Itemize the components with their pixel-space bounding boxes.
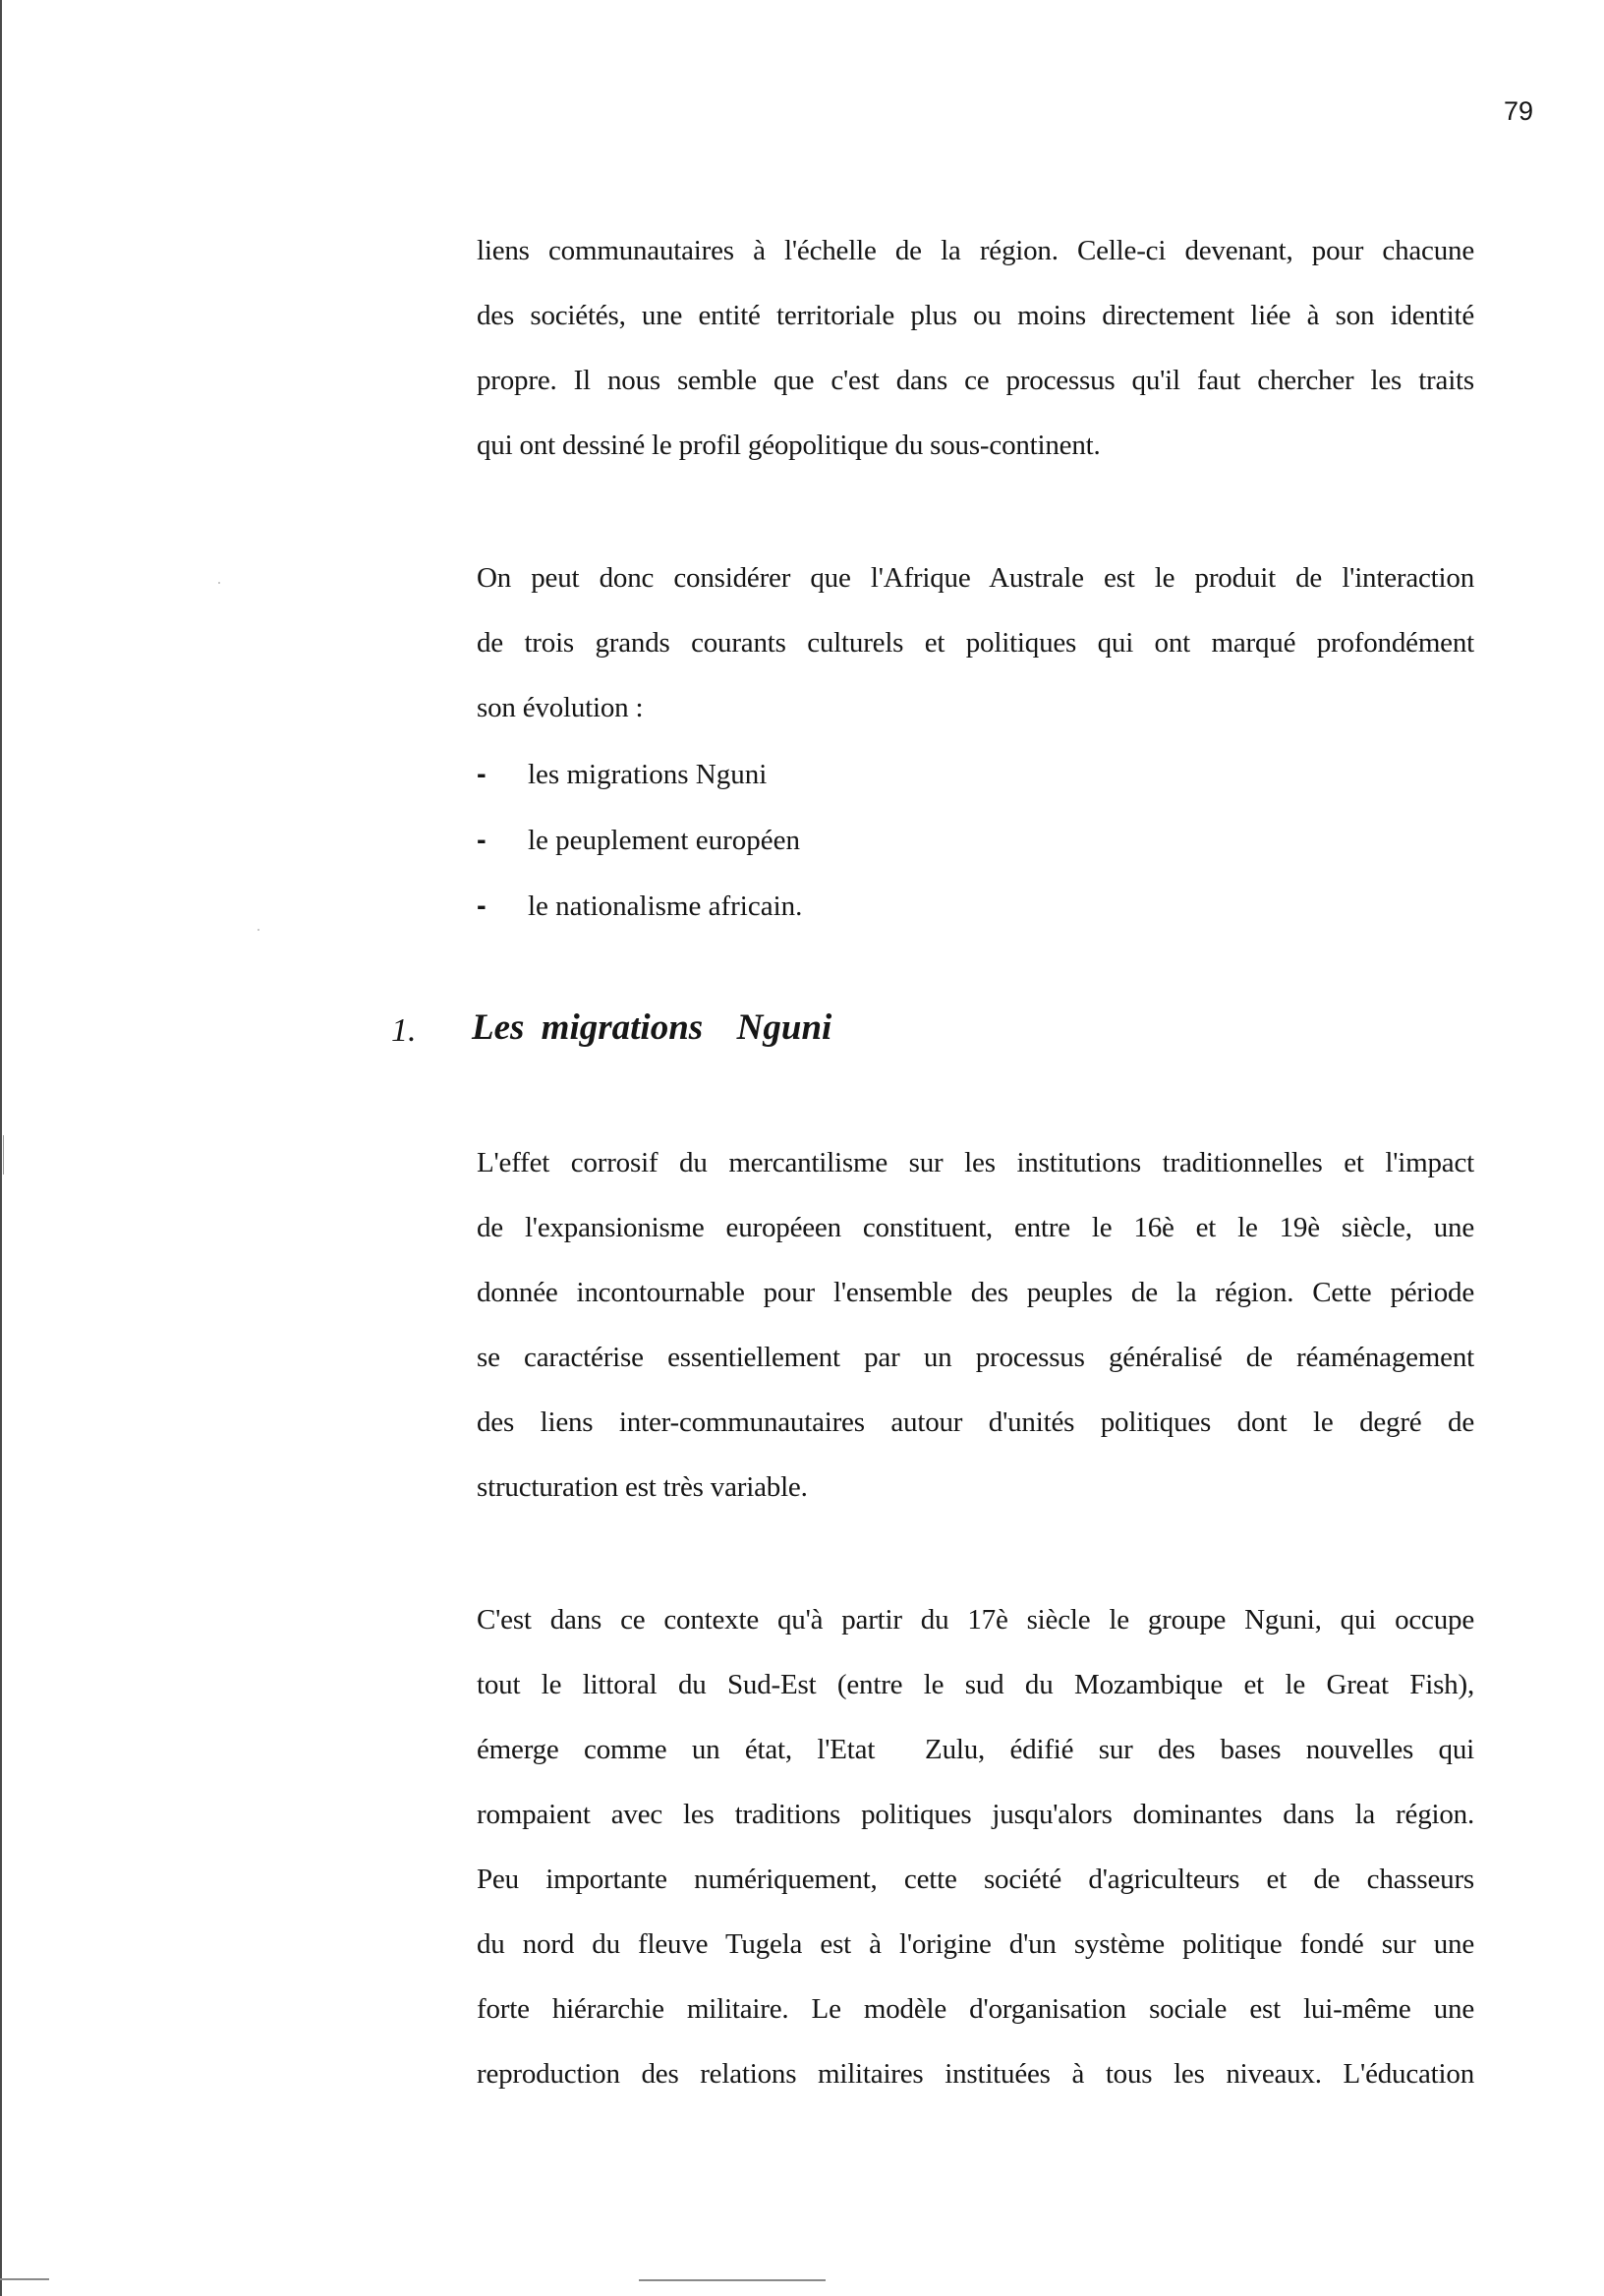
scan-dot — [218, 582, 220, 584]
scan-bottom-rule — [639, 2279, 826, 2281]
bullet-marker: - — [477, 890, 487, 922]
paragraph-2 — [477, 545, 1474, 740]
list-item-text: le nationalisme africain. — [528, 890, 803, 922]
paragraph-line: liens communautaires à l'échelle de la région. Celle-ci devenant, pour chacune — [477, 235, 1474, 266]
paragraph-line: de trois grands courants culturels et politiques qui ont marqué profondément — [477, 627, 1474, 659]
paragraph-line: reproduction des relations militaires instituées à tous les niveaux. L'éducation — [477, 2058, 1474, 2090]
list-item — [477, 742, 802, 808]
bullet-list — [477, 742, 802, 940]
paragraph-line: du nord du fleuve Tugela est à l'origine d'un système politique fondé sur une — [477, 1928, 1474, 1960]
paragraph-line: structuration est très variable. — [477, 1471, 808, 1503]
scan-speck — [3, 1135, 4, 1175]
paragraph-line: tout le littoral du Sud-Est (entre le sud du Mozambique et le Great Fish), — [477, 1669, 1474, 1700]
paragraph-line: propre. Il nous semble que c'est dans ce processus qu'il faut chercher les traits — [477, 365, 1474, 396]
list-item-text: le peuplement européen — [528, 825, 800, 856]
paragraph-line: rompaient avec les traditions politiques jusqu'alors dominantes dans la région. — [477, 1799, 1474, 1830]
list-item — [477, 874, 802, 940]
paragraph-3 — [477, 1130, 1474, 1520]
scan-bottom-rule — [0, 2278, 49, 2280]
scan-left-edge — [0, 0, 2, 2296]
page-number: 79 — [1504, 96, 1534, 126]
paragraph-line: son évolution : — [477, 692, 644, 723]
paragraph-line: qui ont dessiné le profil géopolitique du sous-continent. — [477, 430, 1101, 461]
section-title: Les migrations Nguni — [472, 1007, 832, 1048]
list-item — [477, 808, 802, 874]
paragraph-line: des sociétés, une entité territoriale plus ou moins directement liée à son identité — [477, 300, 1474, 331]
paragraph-line: L'effet corrosif du mercantilisme sur les institutions traditionnelles et l'impact — [477, 1147, 1474, 1178]
scan-dot — [258, 929, 259, 931]
paragraph-1 — [477, 218, 1474, 478]
paragraph-line: donnée incontournable pour l'ensemble des peuples de la région. Cette période — [477, 1277, 1474, 1308]
paragraph-4 — [477, 1587, 1474, 2106]
list-item-text: les migrations Nguni — [528, 759, 768, 790]
section-number: 1. — [391, 1012, 417, 1049]
paragraph-line: se caractérise essentiellement par un processus généralisé de réaménagement — [477, 1342, 1474, 1373]
paragraph-line: C'est dans ce contexte qu'à partir du 17è siècle le groupe Nguni, qui occupe — [477, 1604, 1474, 1636]
paragraph-line: des liens inter-communautaires autour d'unités politiques dont le degré de — [477, 1406, 1474, 1438]
paragraph-line: émerge comme un état, l'Etat Zulu, édifié sur des bases nouvelles qui — [477, 1734, 1474, 1765]
paragraph-line: de l'expansionisme européeen constituent, entre le 16è et le 19è siècle, une — [477, 1212, 1474, 1243]
paragraph-line: On peut donc considérer que l'Afrique Australe est le produit de l'interaction — [477, 562, 1474, 594]
bullet-marker: - — [477, 759, 487, 790]
bullet-marker: - — [477, 825, 487, 856]
paragraph-line: Peu importante numériquement, cette société d'agriculteurs et de chasseurs — [477, 1864, 1474, 1895]
paragraph-line: forte hiérarchie militaire. Le modèle d'organisation sociale est lui-même une — [477, 1993, 1474, 2025]
